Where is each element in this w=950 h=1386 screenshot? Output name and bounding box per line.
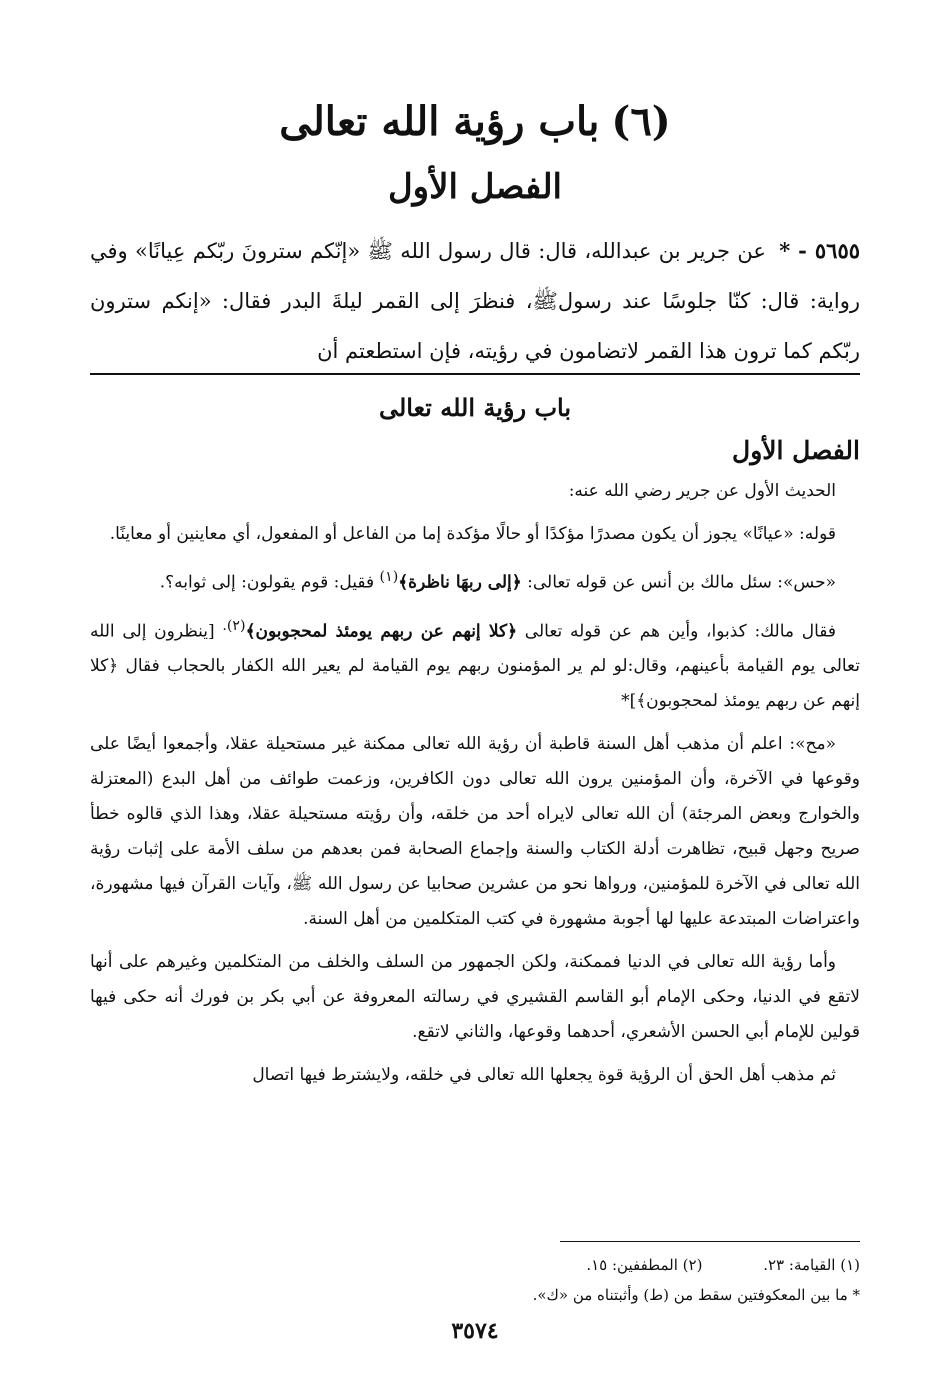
- commentary-paragraph: [90, 517, 860, 552]
- hadith-text-block: [90, 226, 860, 376]
- quran-quote: ﴿إلى ربهَا ناظرة﴾: [398, 572, 522, 593]
- footnote-note: * ما بين المعكوفتين سقط من (ط) وأثبتناه من «ك».: [532, 1286, 860, 1304]
- commentary-paragraph: [90, 1058, 860, 1093]
- page-number: ٣٥٧٤: [451, 1318, 499, 1344]
- paragraph-text: «مح»: اعلم أن مذهب أهل السنة قاطبة أن رؤية الله تعالى ممكنة غير مستحيلة عقلا، وأجمعوا أيضًا على وقوعها في الآخرة، وأن المؤمنين يرون الله تعالى دون الكافرين، وزعمت طوائف من أهل البدع (المعتزلة والخوارج وبعض المرجئة) أن الله تعالى لايراه أحد من خلقه، وأن رؤيته مستحيلة عقلا، وهذا الذي قالوه خطأ صريح وجهل قبيح، تظاهرت أدلة الكتاب والسنة وإجماع الصحابة فمن بعدهم من سلف الأمة على إثبات رؤية الله تعالى في الآخرة للمؤمنين، ورواها نحو من عشرين صحابيا عن رسول الله ﷺ، وآيات القرآن فيها مشهورة، واعتراضات المبتدعة عليها لها أجوبة مشهورة في كتب المتكلمين من أهل السنة.: [90, 734, 860, 930]
- paragraph-text: «حس»: سئل مالك بن أنس عن قوله تعالى:: [527, 572, 836, 593]
- commentary-paragraph: [90, 727, 860, 937]
- paragraph-text: قوله: «عيانًا» يجوز أن يكون مصدرًا مؤكدًا أو حالًا مؤكدة إما من الفاعل أو المفعول، أي معاينين أو معاينًا.: [109, 524, 836, 544]
- footnotes-block: [90, 1250, 860, 1310]
- footnote-separator: [560, 1241, 860, 1242]
- chapter-title-text: باب رؤية الله تعالى: [279, 98, 600, 145]
- quran-quote: ﴿كلا إنهم عن ربهم يومئذ لمحجوبون﴾: [245, 621, 518, 642]
- hadith-number: ٥٦٥٥ - *: [779, 238, 861, 263]
- paragraph-text: فقيل: قوم يقولون: إلى ثوابه؟.: [159, 572, 375, 593]
- commentary-paragraph: [90, 945, 860, 1050]
- paragraph-text: ثم مذهب أهل الحق أن الرؤية قوة يجعلها الله تعالى في خلقه، ولايشترط فيها اتصال: [252, 1065, 836, 1086]
- paragraph-text: وأما رؤية الله تعالى في الدنيا فممكنة، ولكن الجمهور من السلف والخلف من المتكلمين وغيرهم على أنها لاتقع في الدنيا، وحكى الإمام أبو القاسم القشيري في رسالته المعروفة عن أبي بكر بن فورك أنه حكى فيها قولين للإمام أبي الحسن الأشعري، أحدهما وقوعها، والثاني لاتقع.: [90, 952, 860, 1043]
- paragraph-text: الحديث الأول عن جرير رضي الله عنه:: [568, 481, 836, 501]
- footnote-row: [90, 1250, 860, 1280]
- commentary-title: باب رؤية الله تعالى: [378, 393, 572, 422]
- commentary-paragraph: [90, 560, 860, 601]
- footnote-1: (١) القيامة: ٢٣.: [763, 1256, 860, 1274]
- chapter-title: [0, 92, 950, 152]
- commentary-section-heading: الفصل الأول: [732, 436, 860, 465]
- separator-line: [90, 373, 860, 375]
- chapter-number: (٦): [611, 98, 671, 145]
- commentary-block: [90, 388, 860, 1101]
- hadith-text: عن جرير بن عبدالله، قال: قال رسول الله ﷺ «إنّكم سترونَ ربّكم عِيانًا» وفي رواية: قال: كنّا جلوسًا عند رسولﷺ، فنظرَ إلى القمر ليلةَ البدر فقال: «إنكم سترون ربّكم كما ترون هذا القمر لاتضامون في رؤيته، فإن استطعتم أن: [90, 239, 860, 363]
- paragraph-text: فقال مالك: كذبوا، وأين هم عن قوله تعالى: [524, 621, 836, 642]
- section-heading: الفصل الأول: [387, 167, 563, 207]
- footnote-ref: (١): [379, 569, 399, 585]
- commentary-paragraph: [90, 474, 860, 509]
- commentary-paragraph: [90, 609, 860, 720]
- footnote-ref: (٢).: [222, 617, 246, 634]
- footnote-2: (٢) المطففين: ١٥.: [586, 1256, 703, 1274]
- paragraph-text: [ينظرون إلى الله تعالى يوم القيامة بأعينهم، وقال:لو لم ير المؤمنون ربهم يوم القيامة لم يعير الله الكفار بالحجاب فقال ﴿كلا إنهم عن ربهم يومئذ لمحجوبون﴾]*: [90, 621, 860, 712]
